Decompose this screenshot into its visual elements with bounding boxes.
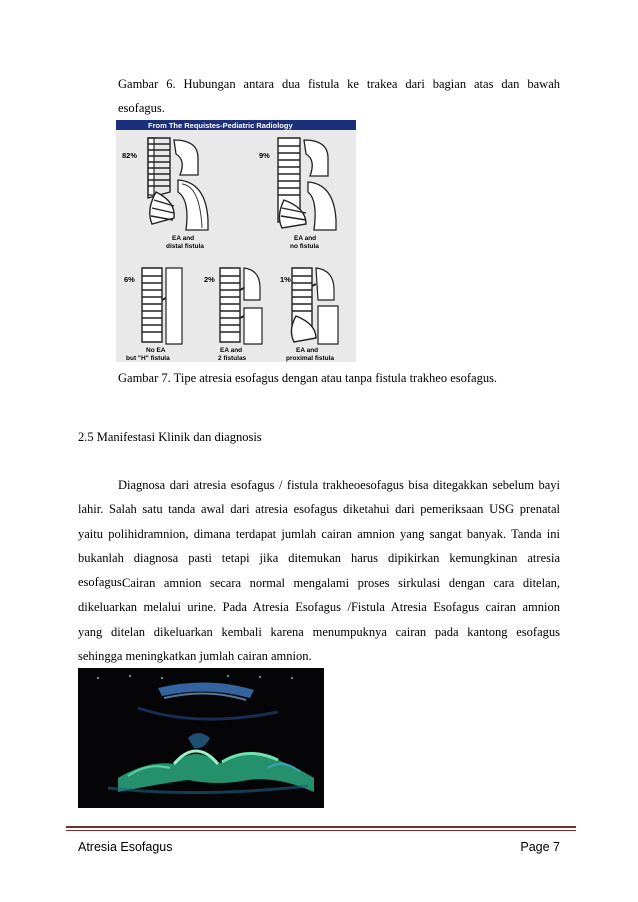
panel-2-label-line-1: EA and bbox=[294, 235, 317, 242]
paragraph-2-line-1: Cairan amnion secara normal mengalami proses sirkulasi dengan cara ditelan, bbox=[122, 576, 560, 590]
panel-5-label-line-2: proximal fistula bbox=[286, 355, 335, 362]
panel-ea-no-fistula bbox=[278, 138, 336, 230]
figure-6-caption-line-1: Gambar 6. Hubungan antara dua fistula ke trakea dari bagian atas dan bawah bbox=[118, 77, 560, 91]
panel-3-label-line-1: No EA bbox=[146, 347, 166, 354]
panel-4-label-line-1: EA and bbox=[220, 347, 243, 354]
section-heading: 2.5 Manifestasi Klinik dan diagnosis bbox=[78, 430, 262, 444]
paragraph-2-line-4: sehingga meningkatkan jumlah cairan amnion. bbox=[78, 648, 312, 663]
paragraph-1-line-5: esofagus. bbox=[78, 575, 125, 590]
ultrasound-image bbox=[78, 668, 324, 808]
paragraph-2-line-3: yang ditelan dikeluarkan kembali karena menumpuknya cairan pada kantong esofagus bbox=[78, 624, 560, 639]
panel-ea-2-fistulas bbox=[220, 268, 262, 344]
panel-ea-proximal-fistula bbox=[291, 268, 338, 344]
figure-7-caption: Gambar 7. Tipe atresia esofagus dengan atau tanpa fistula trakheo esofagus. bbox=[118, 371, 498, 385]
panel-2-percent: 9% bbox=[259, 151, 270, 160]
paragraph-1-line-3: yaitu polihidramnion, dimana terdapat jumlah cairan amnion yang sangat banyak. Tanda ini bbox=[78, 526, 560, 541]
paragraph-2-line-2: dikeluarkan melalui urine. Pada Atresia Esofagus /Fistula Atresia Esofagus cairan amnion bbox=[78, 600, 560, 615]
panel-5-label-line-1: EA and bbox=[296, 347, 319, 354]
panel-no-ea-h-fistula bbox=[142, 268, 182, 344]
panel-1-label-line-1: EA and bbox=[172, 235, 195, 242]
footer-page-number: Page 7 bbox=[520, 840, 560, 854]
panel-3-percent: 6% bbox=[124, 275, 135, 284]
esophageal-atresia-diagram bbox=[116, 120, 356, 362]
panel-5-percent: 1% bbox=[280, 275, 291, 284]
figure-7-image bbox=[116, 120, 356, 362]
footer-rule-thick bbox=[66, 826, 576, 828]
panel-2-label-line-2: no fistula bbox=[290, 243, 319, 250]
paragraph-1-line-4: bukanlah diagnosa pasti tetapi jika ditemukan harus dipikirkan kemungkinan atresia bbox=[78, 550, 560, 565]
panel-4-label-line-2: 2 fistulas bbox=[218, 355, 247, 362]
footer-title: Atresia Esofagus bbox=[78, 840, 173, 854]
paragraph-1-line-2: lahir. Salah satu tanda awal dari atresia esofagus diketahui dari pemeriksaan USG prenatal bbox=[78, 502, 560, 517]
footer-rule-thin bbox=[66, 830, 576, 831]
figure-6-caption bbox=[118, 72, 560, 120]
panel-3-label-line-2: but "H" fistula bbox=[126, 355, 170, 362]
panel-4-percent: 2% bbox=[204, 275, 215, 284]
panel-1-label-line-2: distal fistula bbox=[166, 243, 204, 250]
figure-6-caption-line-2: esofagus. bbox=[118, 101, 165, 115]
paragraph-1-line-1: Diagnosa dari atresia esofagus / fistula trakheoesofagus bisa ditegakkan sebelum bayi bbox=[118, 478, 560, 492]
paragraph-2 bbox=[78, 571, 560, 668]
panel-ea-distal-fistula bbox=[148, 138, 208, 230]
panel-1-percent: 82% bbox=[122, 151, 138, 160]
prenatal-ultrasound-scan bbox=[78, 668, 324, 808]
figure-source-text: From The Requistes-Pediatric Radiology bbox=[148, 121, 293, 130]
